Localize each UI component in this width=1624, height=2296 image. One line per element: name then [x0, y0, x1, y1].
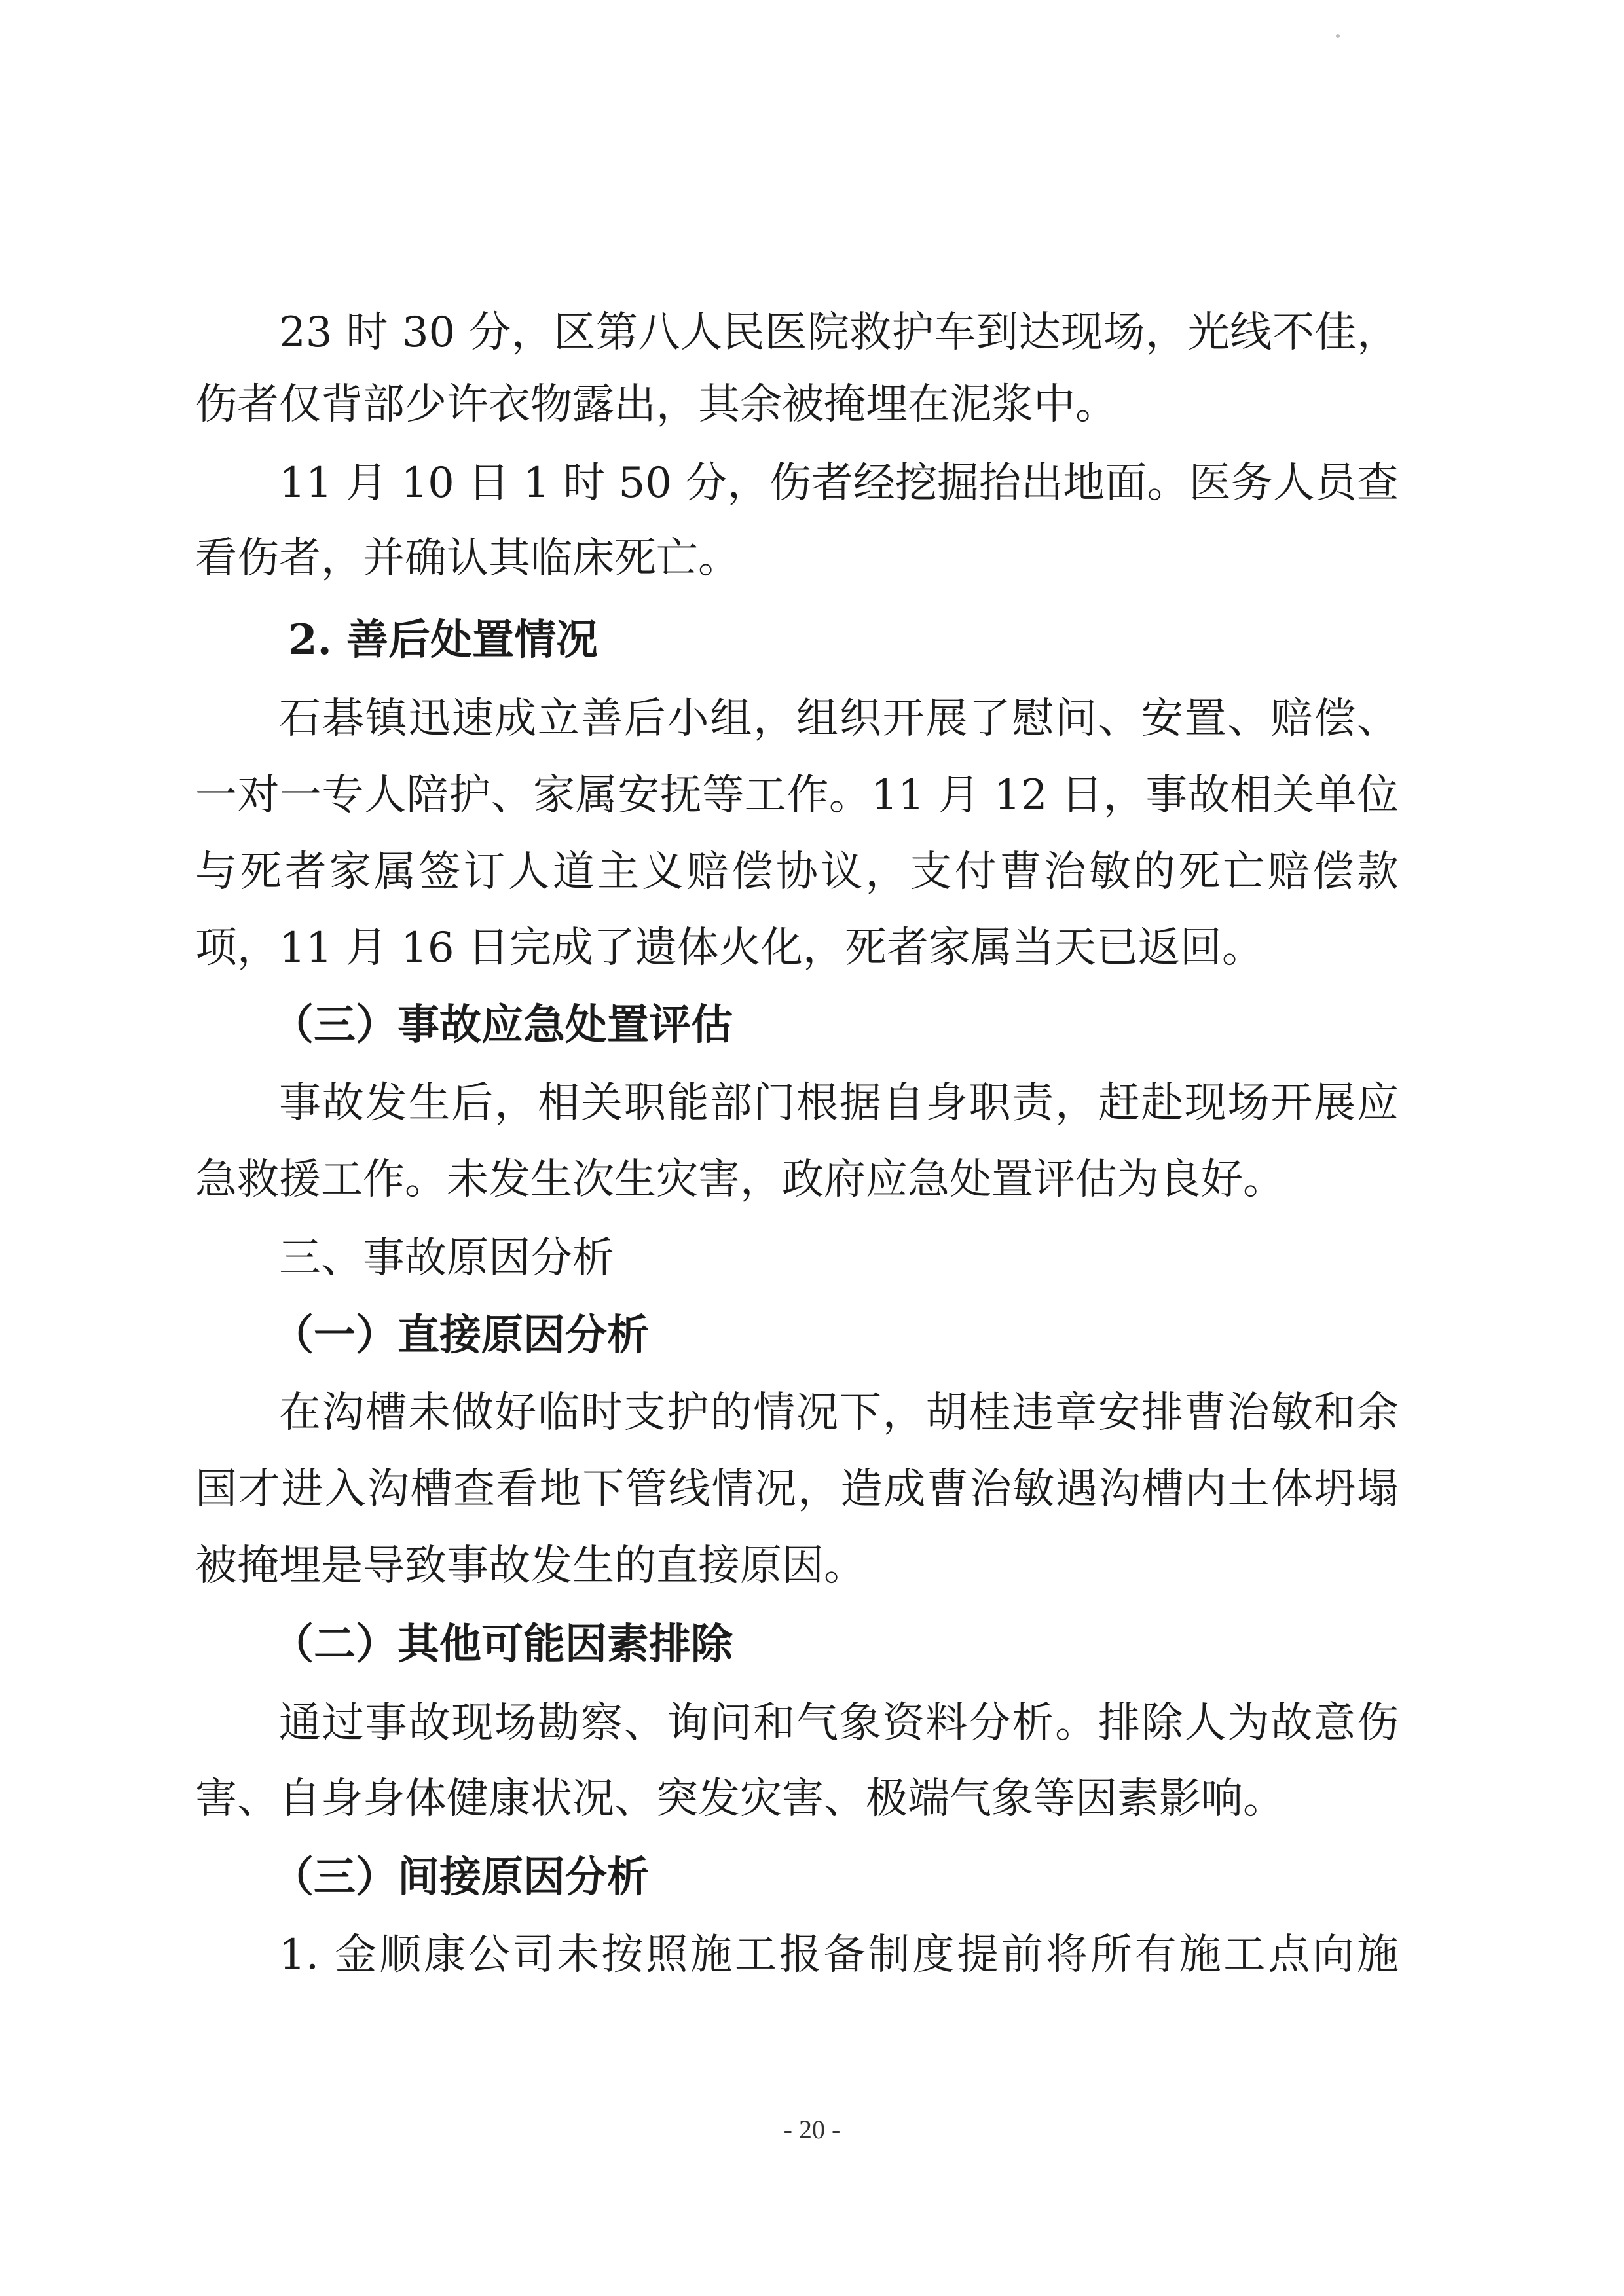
paragraph-line: 在沟槽未做好临时支护的情况下，胡桂违章安排曹治敏和余 [279, 1389, 1399, 1437]
paragraph-line: 与死者家属签订人道主义赔偿协议，支付曹治敏的死亡赔偿款 [195, 848, 1399, 896]
section-heading: （三）事故应急处置评估 [272, 1000, 733, 1049]
section-heading: （三）间接原因分析 [272, 1853, 649, 1902]
paragraph-line: 石碁镇迅速成立善后小组，组织开展了慰问、安置、赔偿、 [279, 695, 1399, 743]
paragraph-line: 通过事故现场勘察、询问和气象资料分析。排除人为故意伤 [279, 1699, 1399, 1747]
paragraph-line: 被掩埋是导致事故发生的直接原因。 [195, 1542, 866, 1590]
paragraph-line: 项，11 月 16 日完成了遗体火化，死者家属当天已返回。 [195, 924, 1264, 972]
scan-speck [1336, 34, 1340, 38]
paragraph-line: 国才进入沟槽查看地下管线情况，造成曹治敏遇沟槽内土体坍塌 [195, 1465, 1399, 1514]
paragraph-line: 急救援工作。未发生次生灾害，政府应急处置评估为良好。 [195, 1156, 1285, 1204]
paragraph-line: 一对一专人陪护、家属安抚等工作。11 月 12 日，事故相关单位 [195, 771, 1399, 820]
chapter-heading: 三、事故原因分析 [279, 1234, 614, 1283]
paragraph-line: 害、自身身体健康状况、突发灾害、极端气象等因素影响。 [195, 1775, 1285, 1823]
paragraph-line: 看伤者，并确认其临床死亡。 [195, 534, 740, 583]
paragraph-line: 1. 金顺康公司未按照施工报备制度提前将所有施工点向施 [279, 1931, 1399, 1979]
section-heading: （一）直接原因分析 [272, 1311, 649, 1360]
section-heading: 2. 善后处置情况 [288, 615, 599, 665]
paragraph-line: 伤者仅背部少许衣物露出，其余被掩埋在泥浆中。 [195, 380, 1117, 429]
paragraph-line: 事故发生后，相关职能部门根据自身职责，赶赴现场开展应 [279, 1079, 1399, 1127]
page-number: - 20 - [783, 2115, 841, 2144]
paragraph-line: 11 月 10 日 1 时 50 分，伤者经挖掘抬出地面。医务人员查 [279, 459, 1399, 507]
paragraph-line: 23 时 30 分，区第八人民医院救护车到达现场，光线不佳， [279, 308, 1399, 357]
section-heading: （二）其他可能因素排除 [272, 1620, 733, 1669]
